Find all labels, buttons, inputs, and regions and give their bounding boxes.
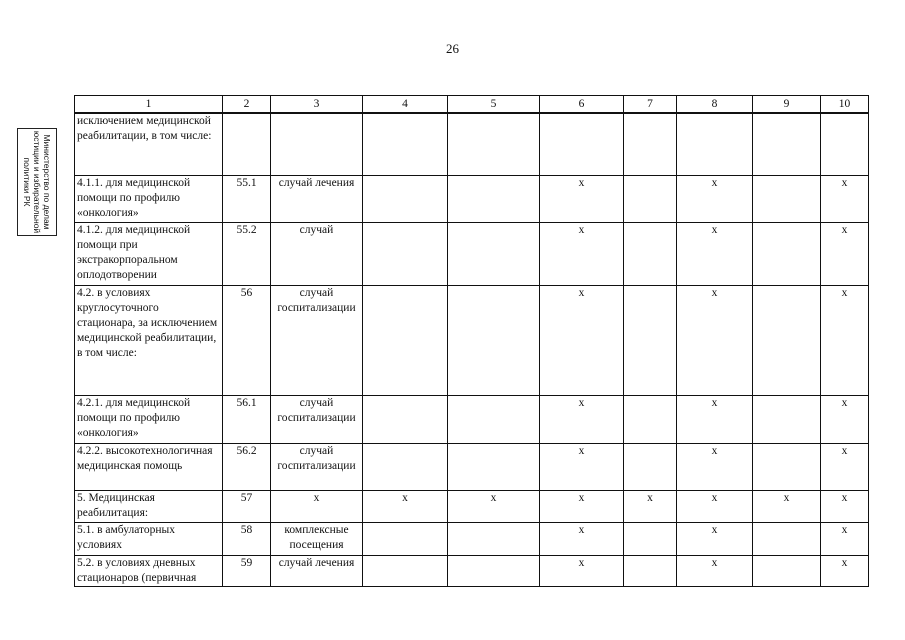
table-cell [363, 522, 448, 555]
table-row [75, 490, 869, 522]
stamp-line: политики РК [22, 157, 32, 207]
table-cell [624, 395, 677, 443]
table-cell: x [821, 285, 869, 395]
column-header: 8 [677, 96, 753, 114]
table-cell [448, 522, 540, 555]
table-cell: x [624, 490, 677, 522]
table-cell [363, 555, 448, 586]
table-cell: x [677, 555, 753, 586]
table-cell: x [677, 222, 753, 285]
table-cell: x [540, 443, 624, 490]
table-cell [624, 285, 677, 395]
table-cell: x [753, 490, 821, 522]
table-cell: x [677, 285, 753, 395]
table-cell: случай госпитализации [271, 443, 363, 490]
table-cell: 55.2 [223, 222, 271, 285]
table-cell: случай [271, 222, 363, 285]
table-cell [448, 175, 540, 222]
table-cell: x [821, 222, 869, 285]
table-cell [753, 113, 821, 175]
column-header: 3 [271, 96, 363, 114]
table-cell: случай лечения [271, 555, 363, 586]
table-cell [677, 113, 753, 175]
row-label-cell: 5.2. в условиях дневных стационаров (первичная [75, 555, 223, 586]
table-cell: 58 [223, 522, 271, 555]
table-cell [448, 555, 540, 586]
column-header: 5 [448, 96, 540, 114]
row-label-cell: 4.1.2. для медицинской помощи при экстракорпоральном оплодотворении [75, 222, 223, 285]
table-cell: комплексные посещения [271, 522, 363, 555]
table-cell: x [821, 395, 869, 443]
table-cell [753, 443, 821, 490]
column-header: 2 [223, 96, 271, 114]
table-cell: 56.1 [223, 395, 271, 443]
stamp-text [22, 129, 52, 235]
table-cell: случай госпитализации [271, 395, 363, 443]
table-cell [363, 395, 448, 443]
table-cell: x [540, 522, 624, 555]
table-cell [753, 522, 821, 555]
table-cell [753, 555, 821, 586]
page-number: 26 [446, 41, 459, 56]
table-cell [624, 443, 677, 490]
table-cell [753, 395, 821, 443]
table-cell [624, 113, 677, 175]
table-cell [363, 285, 448, 395]
table-cell: x [677, 395, 753, 443]
table-cell: x [363, 490, 448, 522]
column-header: 6 [540, 96, 624, 114]
registration-stamp [17, 128, 57, 236]
row-label-cell: 4.2. в условиях круглосуточного стационара, за исключением медицинской реабилитации, в том числе: [75, 285, 223, 395]
table-cell: x [821, 522, 869, 555]
table-cell: x [540, 490, 624, 522]
table-cell [753, 222, 821, 285]
row-label-cell: исключением медицинской реабилитации, в том числе: [75, 113, 223, 175]
table-cell: x [540, 555, 624, 586]
program-table [74, 95, 869, 587]
table-cell [363, 175, 448, 222]
stamp-line: юстиции и избирательной [32, 130, 42, 234]
table-cell [753, 285, 821, 395]
table-cell: x [677, 522, 753, 555]
table-cell [821, 113, 869, 175]
table-cell [448, 285, 540, 395]
table-cell [363, 443, 448, 490]
table-body [75, 113, 869, 586]
table-cell: 59 [223, 555, 271, 586]
table-cell [624, 522, 677, 555]
table-cell [540, 113, 624, 175]
table-cell: x [540, 395, 624, 443]
table-row [75, 555, 869, 586]
table-row [75, 443, 869, 490]
table-cell [624, 222, 677, 285]
table-cell [271, 113, 363, 175]
table-header-row [75, 96, 869, 114]
row-label-cell: 4.2.2. высокотехнологичная медицинская помощь [75, 443, 223, 490]
row-label-cell: 5.1. в амбулаторных условиях [75, 522, 223, 555]
table-row [75, 113, 869, 175]
table-row [75, 175, 869, 222]
table-cell [363, 113, 448, 175]
table-cell: x [677, 443, 753, 490]
column-header: 9 [753, 96, 821, 114]
table-cell [753, 175, 821, 222]
table-cell: x [677, 490, 753, 522]
table-cell: x [821, 443, 869, 490]
table-cell: x [677, 175, 753, 222]
table-cell [448, 395, 540, 443]
column-header: 7 [624, 96, 677, 114]
table-cell: 56 [223, 285, 271, 395]
table-cell: 56.2 [223, 443, 271, 490]
table-row [75, 285, 869, 395]
column-header: 10 [821, 96, 869, 114]
table-cell [624, 555, 677, 586]
table-cell [448, 113, 540, 175]
table-row [75, 395, 869, 443]
table-cell: x [271, 490, 363, 522]
table-cell [448, 443, 540, 490]
table-cell: x [540, 285, 624, 395]
row-label-cell: 5. Медицинская реабилитация: [75, 490, 223, 522]
table-cell: x [821, 490, 869, 522]
table-cell [223, 113, 271, 175]
table-cell [624, 175, 677, 222]
table-cell: x [540, 175, 624, 222]
table-row [75, 522, 869, 555]
table-row [75, 222, 869, 285]
table-cell: x [540, 222, 624, 285]
table-cell: случай госпитализации [271, 285, 363, 395]
column-header: 4 [363, 96, 448, 114]
table-cell: 57 [223, 490, 271, 522]
row-label-cell: 4.1.1. для медицинской помощи по профилю «онкология» [75, 175, 223, 222]
table-cell [363, 222, 448, 285]
table-cell: x [821, 555, 869, 586]
row-label-cell: 4.2.1. для медицинской помощи по профилю «онкология» [75, 395, 223, 443]
table-cell: случай лечения [271, 175, 363, 222]
table-cell: x [448, 490, 540, 522]
stamp-line: Министерство по делам [42, 134, 52, 230]
table-cell: 55.1 [223, 175, 271, 222]
column-header: 1 [75, 96, 223, 114]
table-cell [448, 222, 540, 285]
table-cell: x [821, 175, 869, 222]
